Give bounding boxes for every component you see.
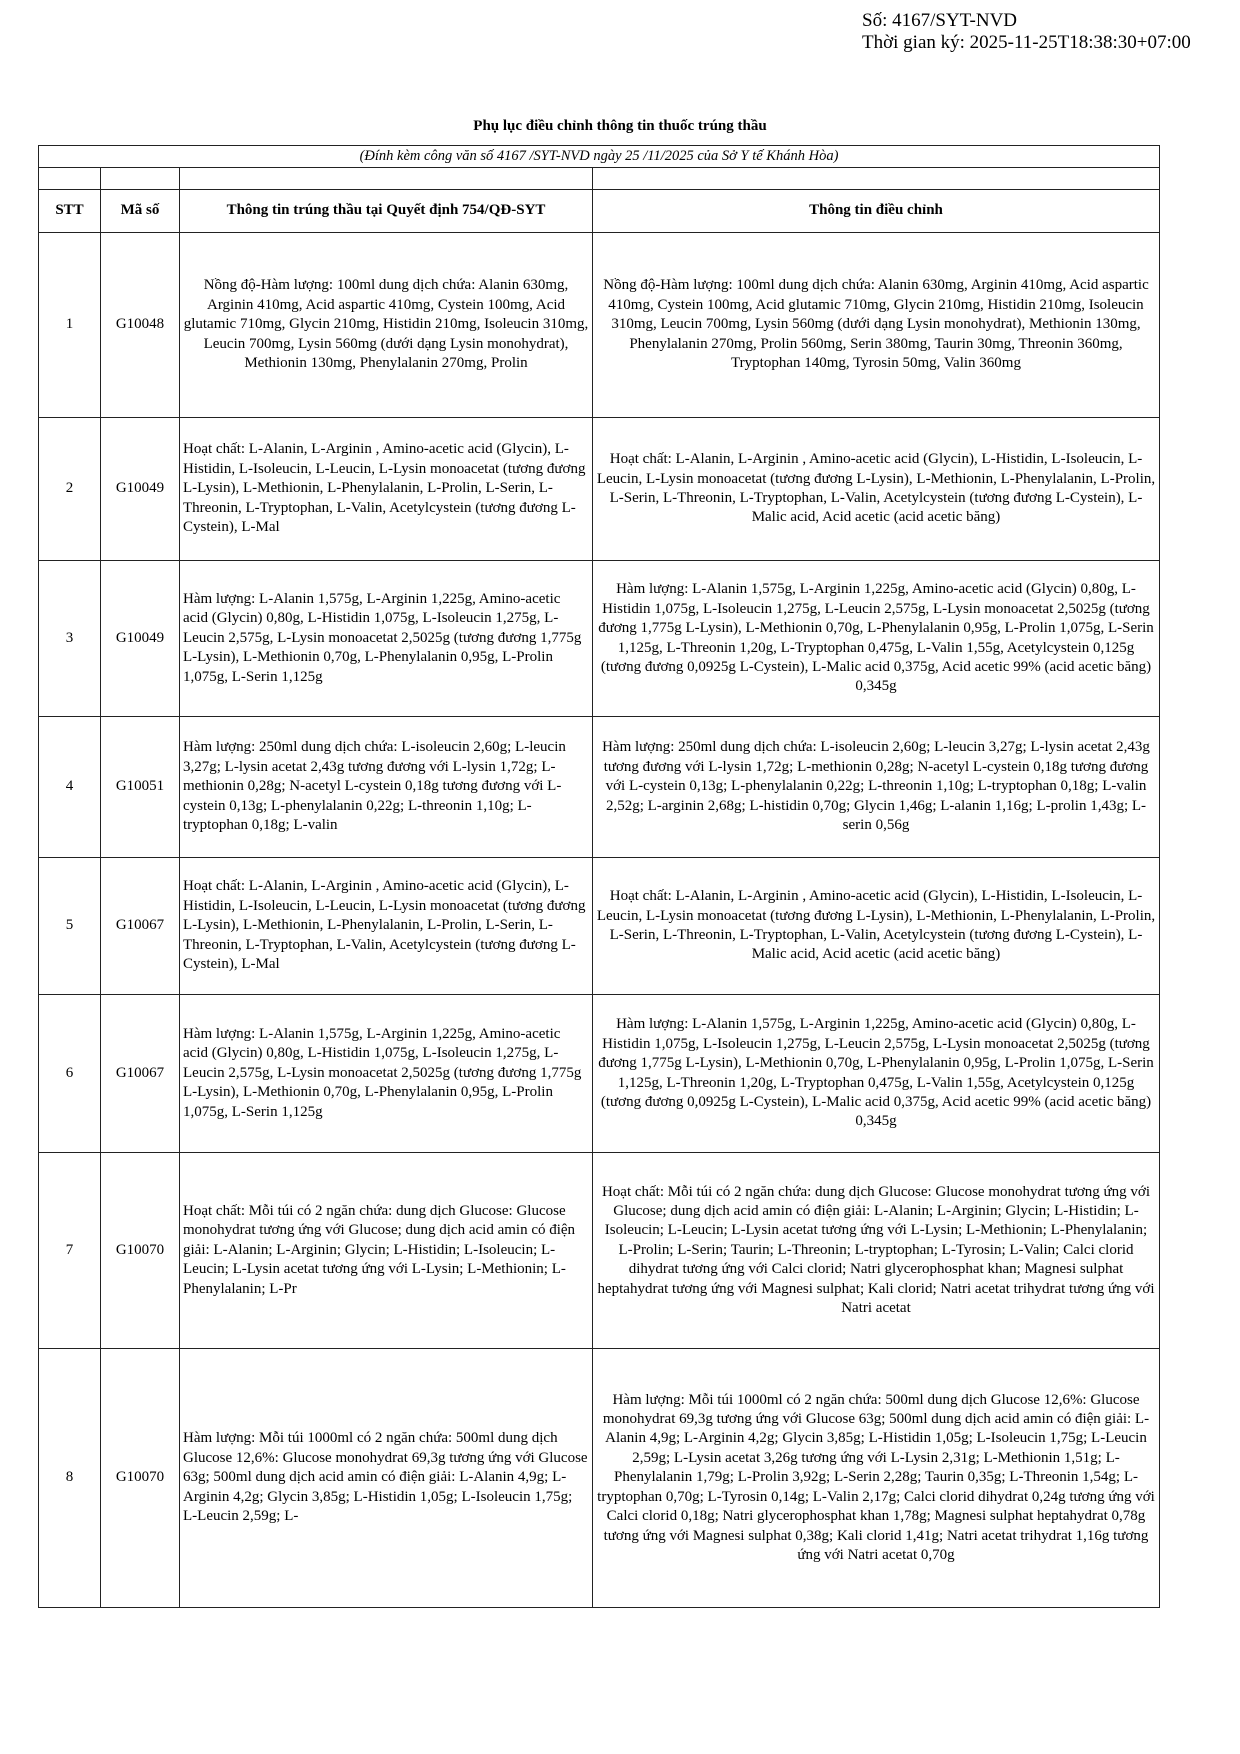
row-original: Hàm lượng: L-Alanin 1,575g, L-Arginin 1,225g, Amino-acetic acid (Glycin) 0,80g, L-Histidin 1,075g, L-Isoleucin 1,275g, L-Leucin 2,575g, L-Lysin monoacetat 2,5025g (tương đương 1,775g L-Lysin), L-Methionin 0,70g, L-Phenylalanin 0,95g, L-Prolin 1,075g, L-Serin 1,125g: [180, 561, 593, 717]
row-stt: 5: [39, 858, 101, 995]
row-adjusted: Hàm lượng: L-Alanin 1,575g, L-Arginin 1,225g, Amino-acetic acid (Glycin) 0,80g, L-Histidin 1,075g, L-Isoleucin 1,275g, L-Leucin 2,575g, L-Lysin monoacetat 2,5025g (tương đương 1,775g L-Lysin), L-Methionin 0,70g, L-Phenylalanin 0,95g, L-Prolin 1,075g, L-Serin 1,125g, L-Threonin 1,20g, L-Tryptophan 0,475g, L-Valin 1,55g, Acetylcystein 0,125g (tương đương 0,0925g L-Cystein), L-Malic acid 0,375g, Acid acetic 99% (acid acetic băng) 0,345g: [593, 561, 1160, 717]
document-number: Số: 4167/SYT-NVD: [862, 10, 1018, 31]
adjustment-table: [38, 145, 1160, 1608]
row-adjusted: Hàm lượng: L-Alanin 1,575g, L-Arginin 1,225g, Amino-acetic acid (Glycin) 0,80g, L-Histidin 1,075g, L-Isoleucin 1,275g, L-Leucin 2,575g, L-Lysin monoacetat 2,5025g (tương đương 1,775g L-Lysin), L-Methionin 0,70g, L-Phenylalanin 0,95g, L-Prolin 1,075g, L-Serin 1,125g, L-Threonin 1,20g, L-Tryptophan 0,475g, L-Valin 1,55g, Acetylcystein 0,125g (tương đương 0,0925g L-Cystein), L-Malic acid 0,375g, Acid acetic 99% (acid acetic băng) 0,345g: [593, 995, 1160, 1153]
header-original: Thông tin trúng thầu tại Quyết định 754/QĐ-SYT: [180, 190, 593, 233]
row-stt: 2: [39, 418, 101, 561]
row-code: G10067: [101, 858, 180, 995]
table-row: [39, 1153, 1160, 1349]
subtitle: (Đính kèm công văn số 4167 /SYT-NVD ngày 25 /11/2025 của Sở Y tế Khánh Hòa): [39, 146, 1160, 168]
table-row: [39, 561, 1160, 717]
subtitle-row: [39, 146, 1160, 168]
row-original: Hàm lượng: Mỗi túi 1000ml có 2 ngăn chứa: 500ml dung dịch Glucose 12,6%: Glucose monohydrat 69,3g tương ứng với Glucose 63g; 500ml dung dịch acid amin có điện giải: L-Alanin 4,9g; L-Arginin 4,2g; Glycin 3,85g; L-Histidin 1,05g; L-Isoleucin 1,75g; L-Leucin 2,59g; L-: [180, 1349, 593, 1608]
row-adjusted: Hàm lượng: Mỗi túi 1000ml có 2 ngăn chứa: 500ml dung dịch Glucose 12,6%: Glucose monohydrat 69,3g tương ứng với Glucose 63g; 500ml dung dịch acid amin có điện giải: L-Alanin 4,9g; L-Arginin 4,2g; Glycin 3,85g; L-Histidin 1,05g; L-Isoleucin 1,75g; L-Leucin 2,59g; L-Lysin acetat 3,26g tương ứng với L-Lysin 2,31g; L-Methionin 1,51g; L-Phenylalanin 1,79g; L-Prolin 3,92g; L-Serin 2,28g; Taurin 0,35g; L-Threonin 1,54g; L-tryptophan 0,70g; L-Tyrosin 0,14g; L-Valin 2,17g; Calci clorid dihydrat 0,24g tương ứng với Calci clorid 0,18g; Natri glycerophosphat khan 1,78g; Magnesi sulphat heptahydrat 0,78g tương ứng với Magnesi sulphat 0,38g; Kali clorid 1,41g; Natri acetat trihydrat 1,16g tương ứng với Natri acetat 0,70g: [593, 1349, 1160, 1608]
empty-cell: [180, 168, 593, 190]
row-adjusted: Hoạt chất: Mỗi túi có 2 ngăn chứa: dung dịch Glucose: Glucose monohydrat tương ứng với Glucose; dung dịch acid amin có điện giải: L-Alanin; L-Arginin; Glycin; L-Histidin; L-Isoleucin; L-Leucin; L-Lysin acetat tương ứng với L-Lysin; L-Methionin; L-Phenylalanin; L-Prolin; L-Serin; Taurin; L-Threonin; L-tryptophan; L-Tyrosin; L-Valin; Calci clorid dihydrat tương ứng với Calci clorid; Natri glycerophosphat khan; Magnesi sulphat heptahydrat tương ứng với Magnesi sulphat; Kali clorid; Natri acetat trihydrat tương ứng với Natri acetat: [593, 1153, 1160, 1349]
row-original: Nồng độ-Hàm lượng: 100ml dung dịch chứa: Alanin 630mg, Arginin 410mg, Acid aspartic 410mg, Cystein 100mg, Acid glutamic 710mg, Glycin 210mg, Histidin 210mg, Isoleucin 310mg, Leucin 700mg, Lysin 560mg (dưới dạng Lysin monohydrat), Methionin 130mg, Phenylalanin 270mg, Prolin: [180, 233, 593, 418]
row-stt: 7: [39, 1153, 101, 1349]
row-code: G10070: [101, 1153, 180, 1349]
row-adjusted: Hoạt chất: L-Alanin, L-Arginin , Amino-acetic acid (Glycin), L-Histidin, L-Isoleucin, L-Leucin, L-Lysin monoacetat (tương đương L-Lysin), L-Methionin, L-Phenylalanin, L-Prolin, L-Serin, L-Threonin, L-Tryptophan, L-Valin, Acetylcystein (tương đương L-Cystein), L-Malic acid, Acid acetic (acid acetic băng): [593, 858, 1160, 995]
header-row: [39, 190, 1160, 233]
empty-cell: [593, 168, 1160, 190]
table-row: [39, 858, 1160, 995]
header-code: Mã số: [101, 190, 180, 233]
row-stt: 6: [39, 995, 101, 1153]
table-row: [39, 418, 1160, 561]
header-adjusted: Thông tin điều chỉnh: [593, 190, 1160, 233]
table-row: [39, 233, 1160, 418]
row-code: G10048: [101, 233, 180, 418]
empty-cell: [39, 168, 101, 190]
document-title: Phụ lục điều chỉnh thông tin thuốc trúng thầu: [473, 118, 767, 134]
row-original: Hoạt chất: L-Alanin, L-Arginin , Amino-acetic acid (Glycin), L-Histidin, L-Isoleucin, L-Leucin, L-Lysin monoacetat (tương đương L-Lysin), L-Methionin, L-Phenylalanin, L-Prolin, L-Serin, L-Threonin, L-Tryptophan, L-Valin, Acetylcystein (tương đương L-Cystein), L-Mal: [180, 858, 593, 995]
row-original: Hàm lượng: 250ml dung dịch chứa: L-isoleucin 2,60g; L-leucin 3,27g; L-lysin acetat 2,43g tương đương với L-lysin 1,72g; L-methionin 0,28g; N-acetyl L-cystein 0,18g tương đương với L-cystein 0,13g; L-phenylalanin 0,22g; L-threonin 1,10g; L-tryptophan 0,18g; L-valin: [180, 717, 593, 858]
empty-cell: [101, 168, 180, 190]
row-adjusted: Nồng độ-Hàm lượng: 100ml dung dịch chứa: Alanin 630mg, Arginin 410mg, Acid aspartic 410mg, Cystein 100mg, Acid glutamic 710mg, Glycin 210mg, Histidin 210mg, Isoleucin 310mg, Leucin 700mg, Lysin 560mg (dưới dạng Lysin monohydrat), Methionin 130mg, Phenylalanin 270mg, Prolin 560mg, Serin 380mg, Taurin 30mg, Threonin 360mg, Tryptophan 140mg, Tyrosin 50mg, Valin 360mg: [593, 233, 1160, 418]
table-row: [39, 1349, 1160, 1608]
row-original: Hoạt chất: Mỗi túi có 2 ngăn chứa: dung dịch Glucose: Glucose monohydrat tương ứng với Glucose; dung dịch acid amin có điện giải: L-Alanin; L-Arginin; Glycin; L-Histidin; L-Isoleucin; L-Leucin; L-Lysin acetat tương ứng với L-Lysin; L-Methionin; L-Phenylalanin; L-Pr: [180, 1153, 593, 1349]
signature-block: [862, 10, 1191, 54]
row-code: G10049: [101, 561, 180, 717]
row-code: G10067: [101, 995, 180, 1153]
row-original: Hoạt chất: L-Alanin, L-Arginin , Amino-acetic acid (Glycin), L-Histidin, L-Isoleucin, L-Leucin, L-Lysin monoacetat (tương đương L-Lysin), L-Methionin, L-Phenylalanin, L-Prolin, L-Serin, L-Threonin, L-Tryptophan, L-Valin, Acetylcystein (tương đương L-Cystein), L-Mal: [180, 418, 593, 561]
row-code: G10070: [101, 1349, 180, 1608]
row-stt: 8: [39, 1349, 101, 1608]
row-original: Hàm lượng: L-Alanin 1,575g, L-Arginin 1,225g, Amino-acetic acid (Glycin) 0,80g, L-Histidin 1,075g, L-Isoleucin 1,275g, L-Leucin 2,575g, L-Lysin monoacetat 2,5025g (tương đương 1,775g L-Lysin), L-Methionin 0,70g, L-Phenylalanin 0,95g, L-Prolin 1,075g, L-Serin 1,125g: [180, 995, 593, 1153]
table-row: [39, 995, 1160, 1153]
row-stt: 3: [39, 561, 101, 717]
row-code: G10051: [101, 717, 180, 858]
row-adjusted: Hàm lượng: 250ml dung dịch chứa: L-isoleucin 2,60g; L-leucin 3,27g; L-lysin acetat 2,43g tương đương với L-lysin 1,72g; L-methionin 0,28g; N-acetyl L-cystein 0,18g tương đương với L-cystein 0,13g; L-phenylalanin 0,22g; L-threonin 1,10g; L-tryptophan 0,18g; L-valin 2,52g; L-arginin 2,68g; L-histidin 0,70g; Glycin 1,46g; L-alanin 1,16g; L-prolin 1,43g; L-serin 0,56g: [593, 717, 1160, 858]
table-row: [39, 717, 1160, 858]
row-stt: 1: [39, 233, 101, 418]
signed-time: Thời gian ký: 2025-11-25T18:38:30+07:00: [862, 32, 1191, 53]
row-stt: 4: [39, 717, 101, 858]
row-adjusted: Hoạt chất: L-Alanin, L-Arginin , Amino-acetic acid (Glycin), L-Histidin, L-Isoleucin, L-Leucin, L-Lysin monoacetat (tương đương L-Lysin), L-Methionin, L-Phenylalanin, L-Prolin, L-Serin, L-Threonin, L-Tryptophan, L-Valin, Acetylcystein (tương đương L-Cystein), L-Malic acid, Acid acetic (acid acetic băng): [593, 418, 1160, 561]
empty-row: [39, 168, 1160, 190]
row-code: G10049: [101, 418, 180, 561]
header-stt: STT: [39, 190, 101, 233]
